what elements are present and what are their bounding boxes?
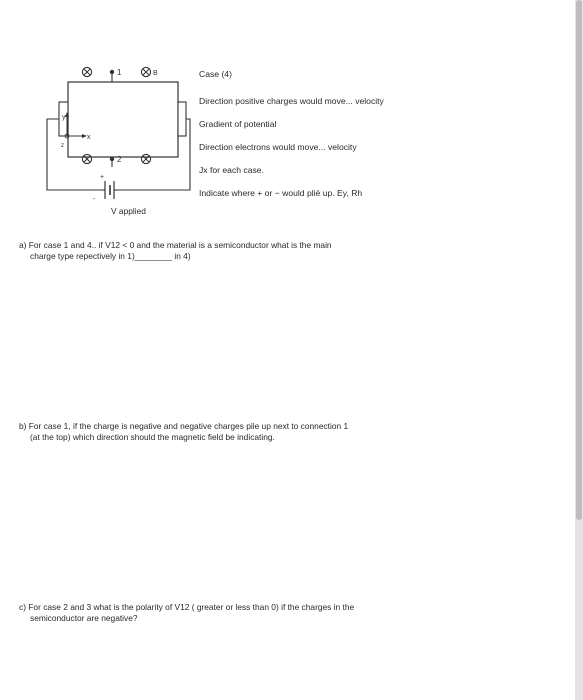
question-a-line-1: a) For case 1 and 4.. if V12 < 0 and the material is a semiconductor what is the main xyxy=(19,240,332,250)
question-c-line-2: semiconductor are negative? xyxy=(30,613,138,623)
case-title: Case (4) xyxy=(199,69,232,79)
question-c-line-1: c) For case 2 and 3 what is the polarity of V12 ( greater or less than 0) if the charges in the xyxy=(19,602,355,612)
axis-y-label: y xyxy=(62,114,66,121)
sample-rectangle xyxy=(68,82,178,157)
scrollbar-thumb[interactable] xyxy=(576,0,582,520)
terminal-1-label: 1 xyxy=(117,68,122,77)
terminal-2-label: 2 xyxy=(117,155,122,164)
circuit-svg xyxy=(40,55,200,230)
case-line-pile-up: Indicate where + or − would plié up. Ey, Rh xyxy=(199,188,363,198)
case-line-electron-velocity: Direction electrons would move... velocity xyxy=(199,142,357,152)
question-a-line-2: charge type repectively in 1)________ in 4) xyxy=(30,251,191,261)
battery-minus-label: - xyxy=(93,196,96,203)
axis-z-label: z xyxy=(61,143,64,149)
field-into-page-icon xyxy=(82,154,91,163)
field-into-page-icon xyxy=(141,67,150,76)
question-b-line-2: (at the top) which direction should the magnetic field be indicating. xyxy=(30,432,275,442)
case-line-gradient: Gradient of potential xyxy=(199,119,277,129)
vertical-scrollbar[interactable] xyxy=(575,0,583,700)
case-line-jx: Jx for each case. xyxy=(199,165,264,175)
axis-x-label: x xyxy=(87,134,91,141)
case-line-positive-velocity: Direction positive charges would move... velocity xyxy=(199,96,384,106)
field-into-page-icon xyxy=(141,154,150,163)
voltage-applied-label: V applied xyxy=(111,206,146,216)
terminal-2-dot xyxy=(110,157,114,161)
field-b-label: B xyxy=(153,70,158,77)
terminal-1-dot xyxy=(110,70,114,74)
question-b-line-1: b) For case 1, if the charge is negative and negative charges pile up next to connection 1 xyxy=(19,421,349,431)
hall-effect-circuit-diagram xyxy=(40,55,200,230)
field-into-page-icon xyxy=(82,67,91,76)
left-wire xyxy=(47,119,105,190)
battery-plus-label: + xyxy=(100,174,105,181)
right-contact xyxy=(178,102,186,136)
